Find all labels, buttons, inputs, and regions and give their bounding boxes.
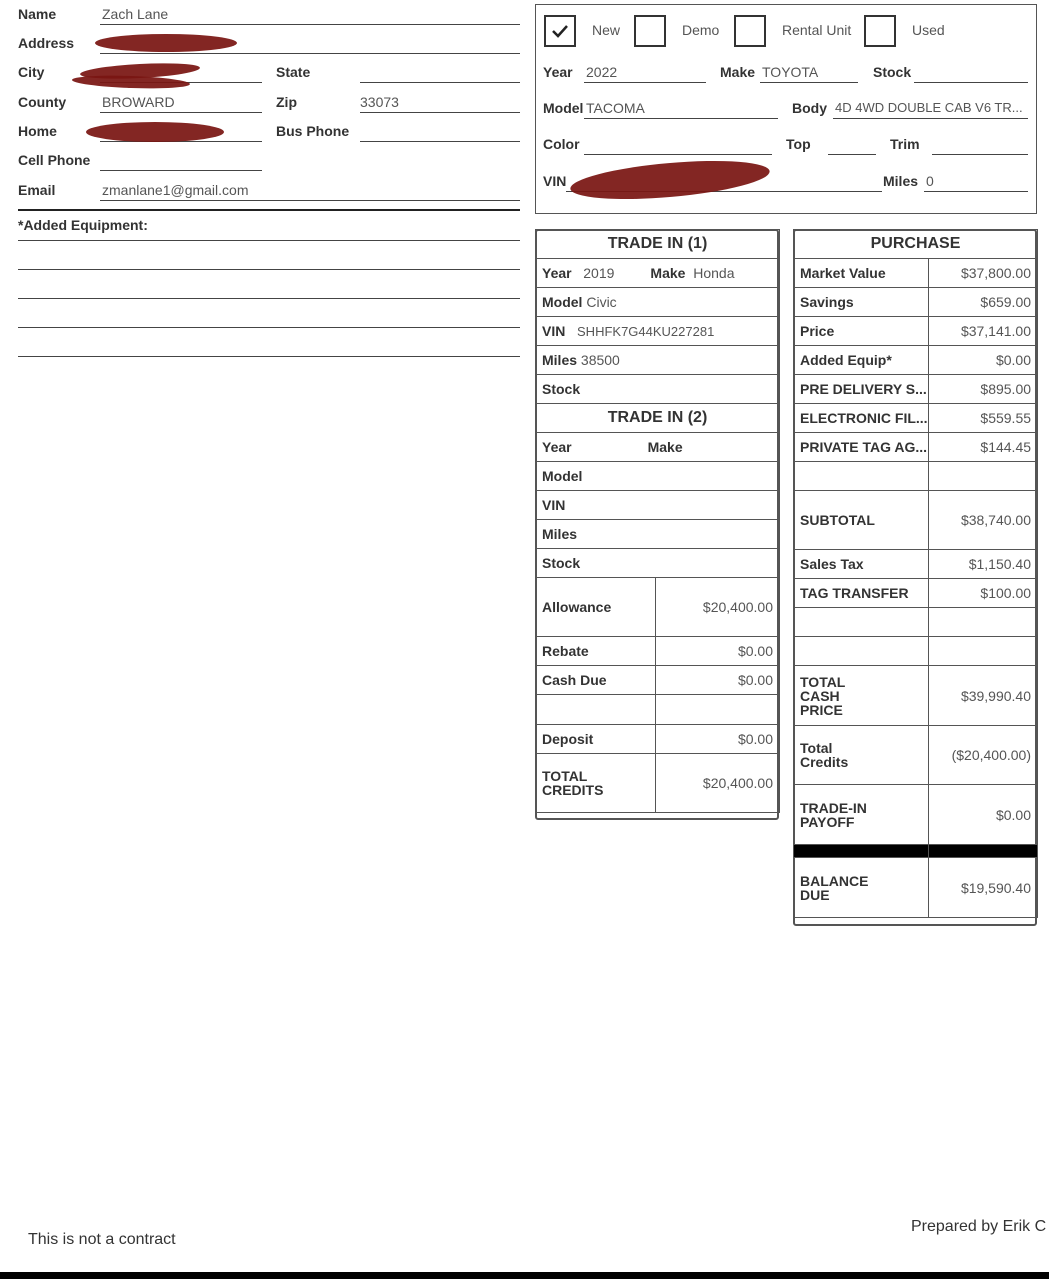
added-equip-value: $0.00 (929, 346, 1038, 375)
address-underline (100, 53, 520, 54)
purchase-table (793, 229, 1038, 918)
vehicle-trim-underline (932, 154, 1028, 155)
total-cash-line2: CASH (800, 687, 840, 704)
purchase-total-credits-line1: Total (800, 740, 833, 756)
vin-redaction (569, 154, 771, 205)
tag-transfer-label: TAG TRANSFER (794, 579, 929, 608)
vehicle-model-underline (584, 118, 778, 119)
subtotal-value: $38,740.00 (929, 491, 1038, 550)
total-cash-line3: PRICE (800, 701, 843, 718)
ti1-vin-label: VIN (542, 323, 566, 339)
demo-label: Demo (682, 22, 720, 38)
cash-due-value: $0.00 (656, 666, 780, 695)
vehicle-color-underline (584, 154, 772, 155)
vehicle-miles-value: 0 (926, 173, 934, 189)
vehicle-body-value: 4D 4WD DOUBLE CAB V6 TR... (835, 100, 1023, 115)
equipment-line-5 (18, 356, 520, 357)
ti1-miles-label: Miles (542, 352, 578, 368)
empty-cell (794, 608, 929, 637)
ti1-miles-value: 38500 (580, 352, 620, 368)
email-underline (100, 200, 520, 201)
total-credits-value: $20,400.00 (656, 754, 780, 813)
black-bar (929, 845, 1038, 858)
market-value-label: Market Value (794, 259, 929, 288)
vehicle-miles-label: Miles (883, 173, 919, 189)
tag-transfer-value: $100.00 (929, 579, 1038, 608)
empty-cell (929, 462, 1038, 491)
black-bar (794, 845, 929, 858)
allowance-value: $20,400.00 (656, 578, 780, 637)
total-credits-line1: TOTAL (542, 768, 588, 784)
total-cash-price-value: $39,990.40 (929, 666, 1038, 726)
ti2-stock-label: Stock (536, 549, 780, 578)
vehicle-trim-label: Trim (890, 136, 920, 152)
cell-phone-label: Cell Phone (18, 152, 91, 168)
zip-label: Zip (276, 94, 297, 110)
checkmark-icon (546, 17, 574, 45)
state-label: State (276, 64, 311, 80)
new-label: New (592, 22, 621, 38)
purchase-title: PURCHASE (794, 230, 1038, 259)
rebate-label: Rebate (536, 637, 656, 666)
disclaimer-text: This is not a contract (28, 1231, 176, 1248)
zip-value: 33073 (360, 94, 399, 110)
city-label: City (18, 64, 45, 80)
cell-phone-underline (100, 170, 262, 171)
county-label: County (18, 94, 67, 110)
empty-cell (929, 608, 1038, 637)
ti1-model-label: Model (542, 294, 583, 310)
vehicle-year-value: 2022 (586, 64, 618, 80)
vehicle-body-underline (833, 118, 1028, 119)
balance-due-line1: BALANCE (800, 872, 869, 889)
private-tag-value: $144.45 (929, 433, 1038, 462)
ti1-make-label: Make (650, 265, 686, 281)
state-underline (360, 82, 520, 83)
balance-due-value: $19,590.40 (929, 858, 1038, 918)
vehicle-color-label: Color (543, 136, 580, 152)
vehicle-miles-underline (924, 191, 1028, 192)
equipment-line-4 (18, 327, 520, 328)
vehicle-top-label: Top (786, 136, 811, 152)
electronic-filing-value: $559.55 (929, 404, 1038, 433)
vehicle-body-label: Body (792, 100, 827, 116)
sales-tax-label: Sales Tax (794, 550, 929, 579)
ti1-stock-label: Stock (536, 375, 780, 404)
prepared-by-text: Prepared by Erik C (911, 1218, 1047, 1235)
trade-payoff-line1: TRADE-IN (800, 799, 867, 816)
rental-unit-label: Rental Unit (782, 22, 852, 38)
empty-cell (794, 637, 929, 666)
name-underline (100, 24, 520, 25)
vehicle-make-label: Make (720, 64, 756, 80)
pre-delivery-label: PRE DELIVERY S... (794, 375, 929, 404)
allowance-row (536, 578, 780, 637)
home-label: Home (18, 123, 57, 139)
savings-label: Savings (794, 288, 929, 317)
trade-in-box (535, 229, 779, 820)
electronic-filing-label: ELECTRONIC FIL... (794, 404, 929, 433)
empty-cell (929, 637, 1038, 666)
subtotal-label: SUBTOTAL (794, 491, 929, 550)
vehicle-stock-label: Stock (873, 64, 912, 80)
ti2-make-label: Make (647, 439, 683, 455)
ti2-miles-label: Miles (536, 520, 780, 549)
purchase-box (793, 229, 1037, 926)
county-underline (100, 112, 262, 113)
allowance-label: Allowance (536, 578, 656, 637)
ti1-make-value: Honda (693, 265, 735, 281)
used-label: Used (912, 22, 945, 38)
rental-unit-checkbox[interactable] (734, 15, 766, 47)
home-redaction (86, 122, 224, 142)
rebate-value: $0.00 (656, 637, 780, 666)
bus-phone-underline (360, 141, 520, 142)
empty-cell (656, 695, 780, 725)
bus-phone-label: Bus Phone (276, 123, 350, 139)
trade-in-1-title: TRADE IN (1) (536, 230, 780, 259)
added-equipment-label: *Added Equipment: (18, 217, 148, 233)
pre-delivery-value: $895.00 (929, 375, 1038, 404)
cash-due-label: Cash Due (536, 666, 656, 695)
equipment-line-3 (18, 298, 520, 299)
market-value: $37,800.00 (929, 259, 1038, 288)
private-tag-label: PRIVATE TAG AG... (794, 433, 929, 462)
sales-tax-value: $1,150.40 (929, 550, 1038, 579)
name-value: Zach Lane (102, 6, 169, 22)
empty-cell (794, 462, 929, 491)
ti2-year-label: Year (542, 439, 572, 455)
section-divider (18, 209, 520, 211)
price-value: $37,141.00 (929, 317, 1038, 346)
deposit-label: Deposit (536, 725, 656, 754)
ti1-year-value: 2019 (583, 265, 615, 281)
trade-payoff-line2: PAYOFF (800, 813, 855, 830)
county-value: BROWARD (102, 94, 175, 110)
trade-in-table (535, 229, 780, 813)
added-equip-label: Added Equip* (794, 346, 929, 375)
ti1-model-value: Civic (586, 294, 617, 310)
price-label: Price (794, 317, 929, 346)
purchase-total-credits-value: ($20,400.00) (929, 726, 1038, 785)
deposit-value: $0.00 (656, 725, 780, 754)
equipment-line-1 (18, 240, 520, 241)
email-label: Email (18, 182, 56, 198)
vehicle-make-underline (760, 82, 858, 83)
balance-due-line2: DUE (800, 886, 830, 903)
total-credits-line2: CREDITS (542, 782, 604, 798)
total-cash-line1: TOTAL (800, 673, 846, 690)
ti2-model-label: Model (536, 462, 780, 491)
trade-in-2-title: TRADE IN (2) (536, 404, 780, 433)
ti2-vin-label: VIN (536, 491, 780, 520)
address-redaction (95, 34, 237, 52)
vehicle-make-value: TOYOTA (762, 64, 819, 80)
vehicle-model-value: TACOMA (586, 100, 645, 116)
address-label: Address (18, 35, 75, 51)
vehicle-stock-underline (914, 82, 1028, 83)
new-checkbox[interactable] (544, 15, 576, 47)
vehicle-top-underline (828, 154, 876, 155)
name-label: Name (18, 6, 57, 22)
purchase-total-credits-line2: Credits (800, 754, 849, 770)
vehicle-year-underline (584, 82, 706, 83)
zip-underline (360, 112, 520, 113)
bottom-bar (0, 1272, 1049, 1279)
city-redaction-2 (72, 74, 190, 90)
equipment-line-2 (18, 269, 520, 270)
ti1-vin-value: SHHFK7G44KU227281 (577, 324, 715, 339)
empty-cell (536, 695, 656, 725)
trade-payoff-value: $0.00 (929, 785, 1038, 845)
demo-checkbox[interactable] (634, 15, 666, 47)
vehicle-model-label: Model (543, 100, 584, 116)
email-value: zmanlane1@gmail.com (102, 182, 249, 198)
ti1-year-label: Year (542, 265, 572, 281)
trade-in-1-year-row (536, 259, 780, 288)
used-checkbox[interactable] (864, 15, 896, 47)
vehicle-vin-label: VIN (543, 173, 567, 189)
vehicle-box (535, 4, 1037, 214)
vehicle-year-label: Year (543, 64, 573, 80)
savings-value: $659.00 (929, 288, 1038, 317)
